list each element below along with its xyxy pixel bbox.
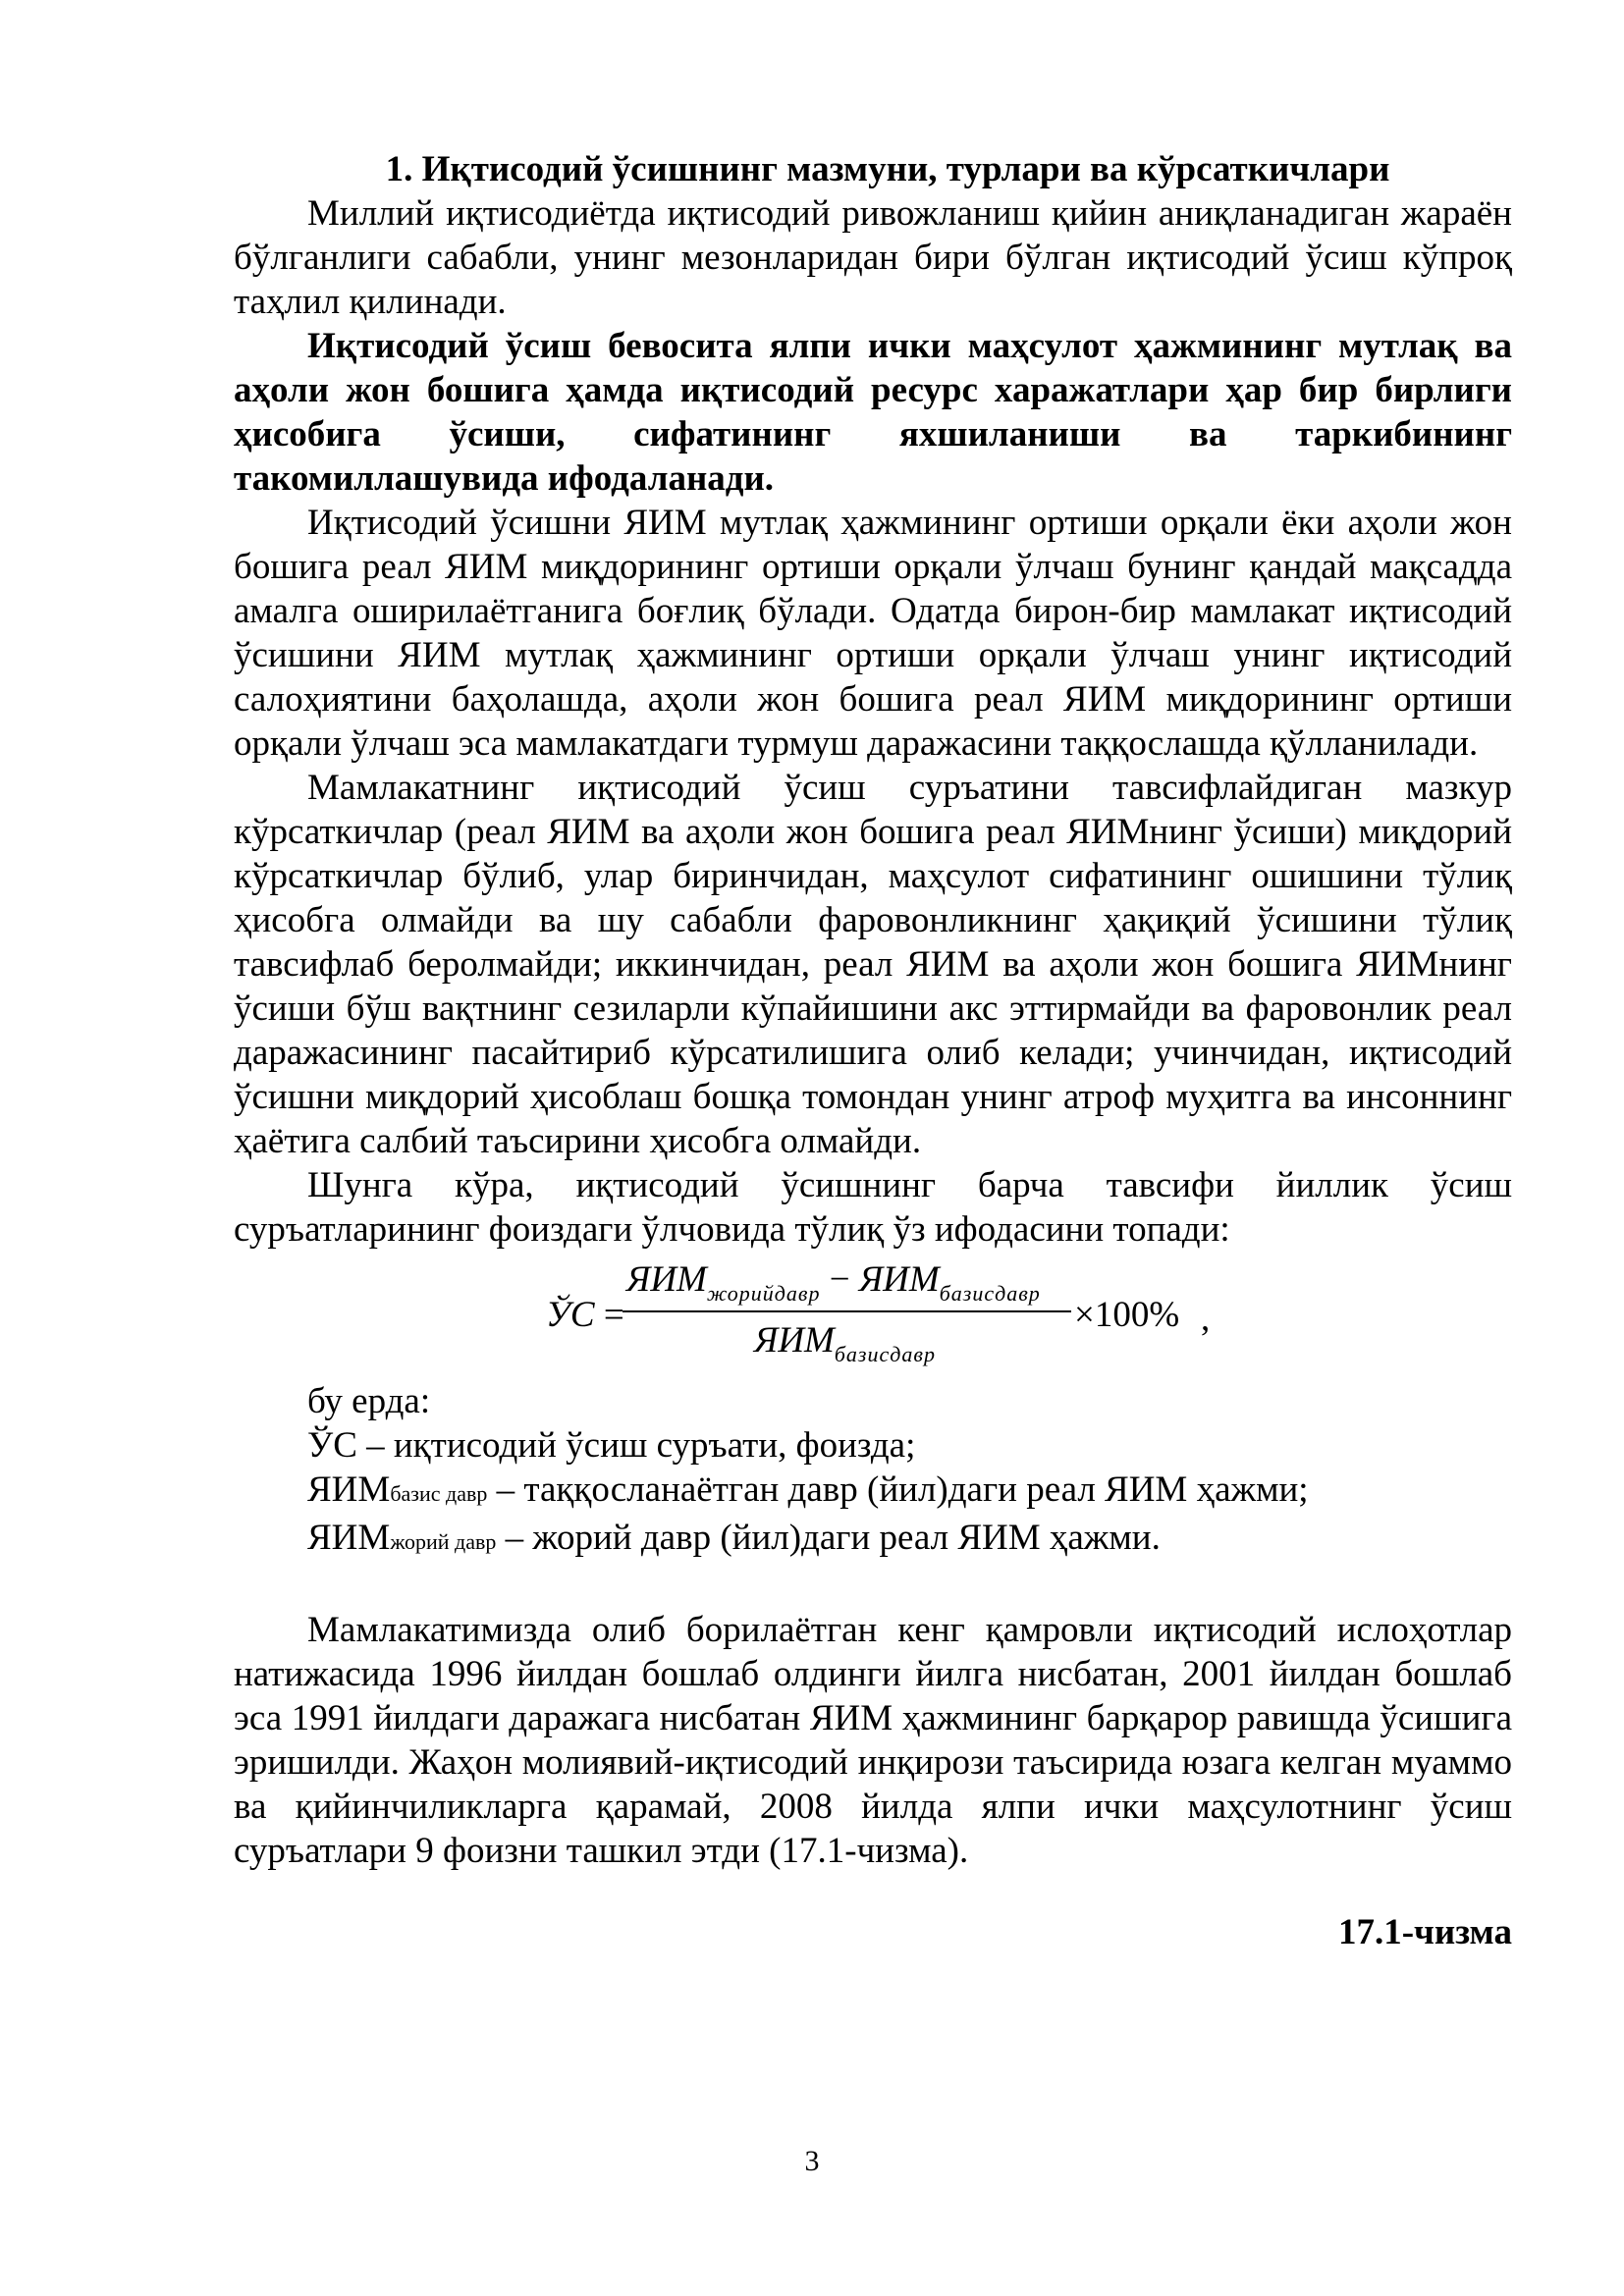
formula-numerator: [626, 1257, 1041, 1315]
document-page: [234, 147, 1512, 1954]
definitions-intro: бу ерда:: [307, 1381, 431, 1421]
formula-multiplier: ×100%: [1074, 1295, 1180, 1335]
formula-denominator: [754, 1318, 936, 1376]
formula-sub-base: базисдавр: [939, 1281, 1041, 1306]
formula-lhs: [546, 1293, 624, 1337]
formula-fraction-line: [623, 1310, 1071, 1312]
definition-base-gdp-symbol: ЯИМ: [307, 1469, 391, 1510]
formula-definitions: [234, 1379, 1512, 1564]
figure-label: 17.1-чизма: [1337, 1912, 1512, 1952]
formula-lhs-symbol: ЎС: [546, 1295, 595, 1335]
formula-yim-base: ЯИМ: [858, 1259, 940, 1300]
definition-current-gdp-symbol: ЯИМ: [307, 1518, 391, 1558]
formula-minus: −: [829, 1259, 850, 1300]
definition-growth-rate: ЎС – иқтисодий ўсиш суръати, фоизда;: [307, 1425, 916, 1466]
formula-yim-denominator: ЯИМ: [754, 1320, 835, 1361]
definition-base-gdp: [234, 1468, 1512, 1516]
formula-yim-current: ЯИМ: [626, 1259, 707, 1300]
formula-equals: =: [603, 1295, 624, 1335]
paragraph-measurement: Иқтисодий ўсишни ЯИМ мутлақ ҳажмининг ортиши орқали ёки аҳоли жон бошига реал ЯИМ миқдорининг ортиши орқали ўлчаш бунинг қандай мақсадда амалга оширилаётганига боғлиқ бўлади. Одатда бирон-бир мамлакат иқтисодий ўсишини ЯИМ мутлақ ҳажмининг ортиши орқали ўлчаш унинг иқтисодий салоҳиятини баҳолашда, аҳоли жон бошига реал ЯИМ миқдорининг ортиши орқали ўлчаш эса мамлакатдаги турмуш даражасини таққослашда қўлланилади.: [234, 503, 1512, 764]
paragraph-definition: Иқтисодий ўсиш бевосита ялпи ички маҳсулот ҳажмининг мутлақ ва аҳоли жон бошига ҳамда иқтисодий ресурс харажатлари ҳар бир бирлиги ҳисобига ўсиши, сифатининг яхшиланиши ва таркибининг такомиллашувида ифодаланади.: [234, 326, 1512, 499]
paragraph-indicators: Мамлакатнинг иқтисодий ўсиш суръатини тавсифлайдиган мазкур кўрсаткичлар (реал ЯИМ ва аҳоли жон бошига реал ЯИМнинг ўсиши) миқдорий кўрсаткичлар бўлиб, улар биринчидан, маҳсулот сифатининг ошишини тўлиқ ҳисобга олмайди ва шу сабабли фаровонликнинг ҳақиқий ўсишини тўлиқ тавсифлаб беролмайди; иккинчидан, реал ЯИМ ва аҳоли жон бошига ЯИМнинг ўсиши бўш вақтнинг сезиларли кўпайишини акс эттирмайди ва фаровонлик реал даражасининг пасайтириб кўрсатилишига олиб келади; учинчидан, иқтисодий ўсишни миқдорий ҳисоблаш бошқа томондан унинг атроф муҳитга ва инсоннинг ҳаётига салбий таъсирини ҳисобга олмайди.: [234, 768, 1512, 1161]
definition-current-gdp: [234, 1516, 1512, 1564]
section-heading: 1. Иқтисодий ўсишнинг мазмуни, турлари ва кўрсаткичлари: [385, 149, 1390, 189]
page-number: 3: [804, 2145, 820, 2177]
formula-sub-current: жорийдавр: [706, 1281, 821, 1306]
formula-sub-denominator: базисдавр: [834, 1342, 936, 1366]
definition-current-gdp-text: – жорий давр (йил)даги реал ЯИМ ҳажми.: [496, 1518, 1161, 1558]
paragraph-gdp-growth: Мамлакатимизда олиб борилаётган кенг қамровли иқтисодий ислоҳотлар натижасида 1996 йилдан бошлаб олдинги йилга нисбатан, 2001 йилдан бошлаб эса 1991 йилдаги даражага нисбатан ЯИМ ҳажмининг барқарор равишда ўсишига эришилди. Жаҳон молиявий-иқтисодий инқирози таъсирида юзага келган муаммо ва қийинчиликларга қарамай, 2008 йилда ялпи ички маҳсулотнинг ўсиш суръатлари 9 фоизни ташкил этди (17.1-чизма).: [234, 1610, 1512, 1871]
blank-line: [234, 1564, 1512, 1608]
definition-current-gdp-sub: жорий давр: [390, 1529, 497, 1554]
paragraph-intro: Миллий иқтисодиётда иқтисодий ривожланиш қийин аниқланадиган жараён бўлганлиги сабабли, унинг мезонларидан бири бўлган иқтисодий ўсиш кўпроқ таҳлил қилинади.: [234, 193, 1512, 322]
formula-comma: ,: [1201, 1299, 1211, 1339]
paragraph-formula-intro: Шунга кўра, иқтисодий ўсишнинг барча тавсифи йиллик ўсиш суръатларининг фоиздаги ўлчовида тўлиқ ўз ифодасини топади:: [234, 1165, 1512, 1250]
definition-base-gdp-text: – таққосланаётган давр (йил)даги реал ЯИМ ҳажми;: [487, 1469, 1309, 1510]
definition-base-gdp-sub: базис давр: [390, 1481, 488, 1506]
growth-rate-formula: [234, 1252, 1512, 1369]
